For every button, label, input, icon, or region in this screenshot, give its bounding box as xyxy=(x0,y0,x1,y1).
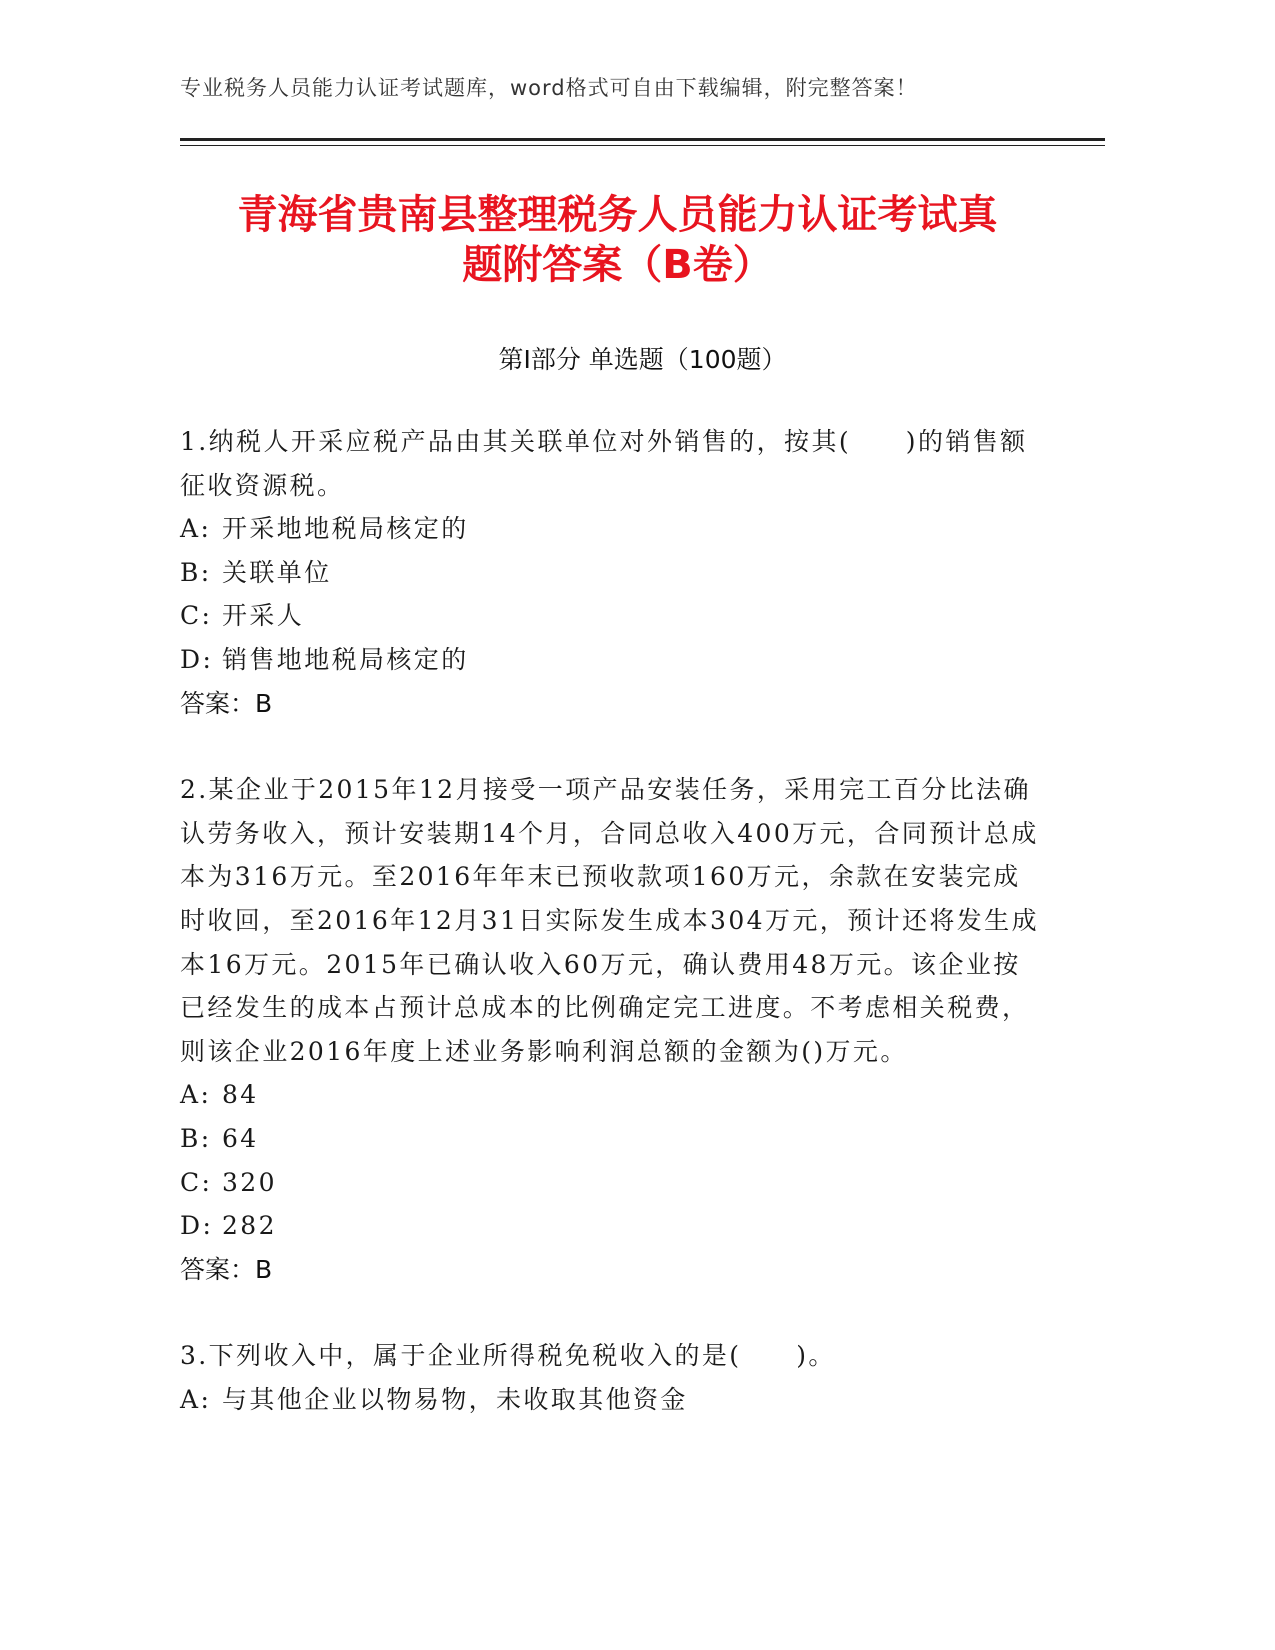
document-title-line-1: 青海省贵南县整理税务人员能力认证考试真 xyxy=(237,192,998,238)
question-list xyxy=(180,420,1040,1464)
option-key: A: xyxy=(180,514,212,544)
option-key: A: xyxy=(180,1080,212,1110)
option-a xyxy=(180,1378,1040,1422)
header-rule-thick xyxy=(180,138,1105,141)
option-text: 320 xyxy=(222,1167,277,1197)
header-note: 专业税务人员能力认证考试题库，word格式可自由下载编辑，附完整答案！ xyxy=(180,76,918,100)
option-key: C: xyxy=(180,1167,213,1197)
document-title-line-2: 题附答案（B卷） xyxy=(462,242,773,288)
option-c xyxy=(180,594,1040,638)
question-stem: 3.下列收入中，属于企业所得税免税收入的是( )。 xyxy=(180,1341,836,1371)
option-a xyxy=(180,507,1040,551)
option-text: 销售地地税局核定的 xyxy=(222,644,469,674)
option-b xyxy=(180,551,1040,595)
section-title: 第Ⅰ部分 单选题（100题） xyxy=(498,345,787,374)
option-text: 282 xyxy=(222,1211,277,1241)
option-key: B: xyxy=(180,557,212,587)
answer: 答案：B xyxy=(180,688,273,718)
option-key: C: xyxy=(180,601,213,631)
question-stem: 1.纳税人开采应税产品由其关联单位对外销售的，按其( )的销售额征收资源税。 xyxy=(180,427,1028,500)
option-text: 64 xyxy=(222,1123,259,1153)
header-rule-thin xyxy=(180,145,1105,146)
option-key: B: xyxy=(180,1123,212,1153)
option-c xyxy=(180,1161,1040,1205)
option-text: 关联单位 xyxy=(222,557,332,587)
option-text: 开采地地税局核定的 xyxy=(222,514,469,544)
option-key: D: xyxy=(180,1211,214,1241)
option-b xyxy=(180,1117,1040,1161)
question-2 xyxy=(180,768,1040,1291)
document-title xyxy=(180,190,1055,290)
option-key: D: xyxy=(180,644,214,674)
option-d xyxy=(180,1204,1040,1248)
question-1 xyxy=(180,420,1040,725)
answer: 答案：B xyxy=(180,1254,273,1284)
option-key: A: xyxy=(180,1384,212,1414)
option-text: 84 xyxy=(222,1080,259,1110)
option-text: 开采人 xyxy=(222,601,305,631)
question-stem: 2.某企业于2015年12月接受一项产品安装任务，采用完工百分比法确认劳务收入，预计安装期14个月，合同总收入400万元，合同预计总成本为316万元。至2016年年末已预收款项160万元，余款在安装完成时收回，至2016年12月31日实际发生成本304万元，预计还将发生成本16万元。2015年已确认收入60万元，确认费用48万元。该企业按已经发生的成本占预计总成本的比例确定完工进度。不考虑相关税费，则该企业2016年度上述业务影响利润总额的金额为()万元。 xyxy=(180,775,1039,1066)
option-d xyxy=(180,638,1040,682)
question-3 xyxy=(180,1334,1040,1421)
option-text: 与其他企业以物易物，未收取其他资金 xyxy=(222,1384,688,1414)
option-a xyxy=(180,1073,1040,1117)
